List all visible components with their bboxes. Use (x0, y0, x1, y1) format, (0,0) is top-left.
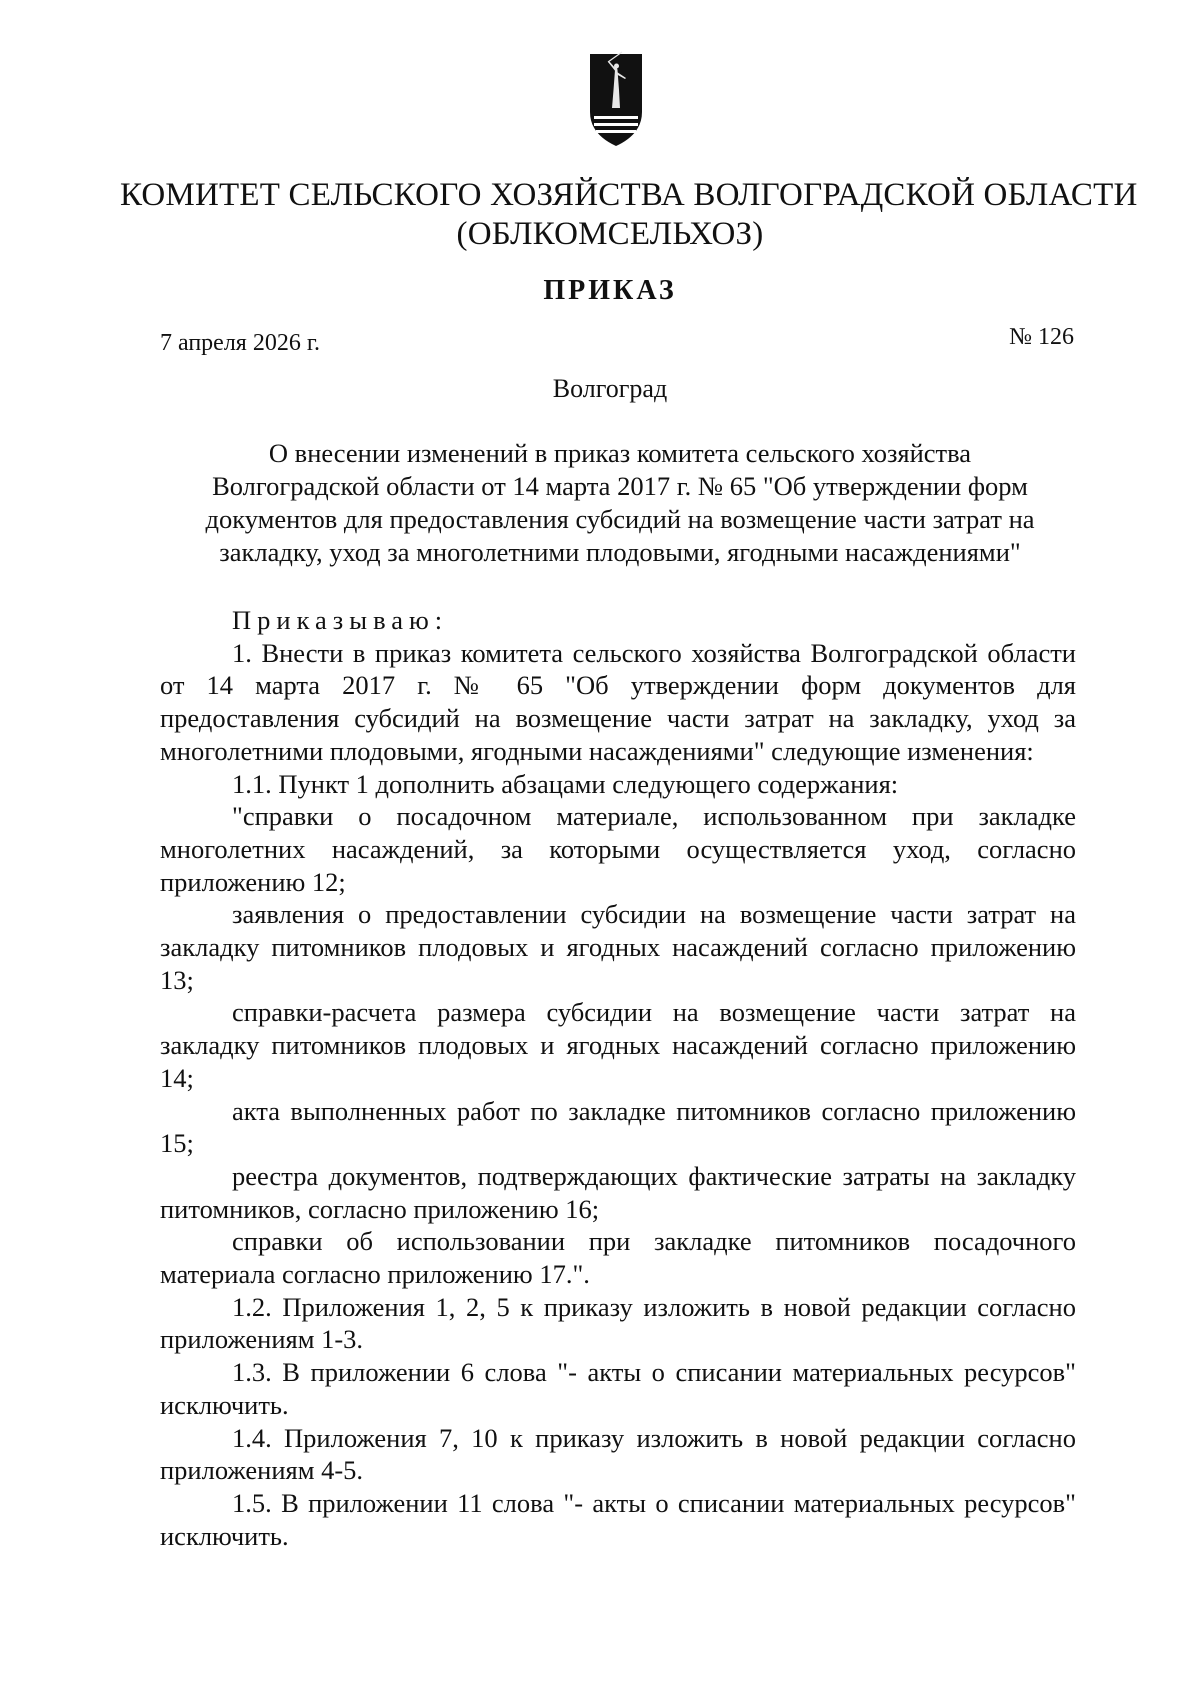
body-paragraph-1-1: 1.1. Пункт 1 дополнить абзацами следующего содержания: (232, 768, 899, 799)
order-word: Приказываю: (232, 605, 449, 635)
subject-line: документов для предоставления субсидий на возмещение части затрат на (205, 504, 1035, 534)
body-paragraph-12: "справки о посадочном материале, использованном при закладке многолетних насаждений, за которыми осуществляется уход, согласно приложению 12; (160, 801, 1076, 897)
body-paragraph-1-2: 1.2. Приложения 1, 2, 5 к приказу изложить в новой редакции согласно приложениям 1-3. (160, 1291, 1076, 1355)
subject-line: закладку, уход за многолетними плодовыми, ягодными насаждениями" (219, 537, 1021, 567)
document-city: Волгоград (552, 374, 668, 403)
body-paragraph-13: заявления о предоставлении субсидии на возмещение части затрат на закладку питомников плодовых и ягодных насаждений согласно приложению 13; (160, 899, 1076, 995)
organization-name-line1: КОМИТЕТ СЕЛЬСКОГО ХОЗЯЙСТВА ВОЛГОГРАДСКОЙ ОБЛАСТИ (120, 177, 1138, 213)
document-date: 7 апреля 2026 г. (160, 330, 320, 356)
body-paragraph-1-4: 1.4. Приложения 7, 10 к приказу изложить в новой редакции согласно приложениям 4-5. (160, 1422, 1076, 1486)
body-paragraph-16: реестра документов, подтверждающих фактические затраты на закладку питомников, согласно приложению 16; (160, 1160, 1076, 1224)
body-paragraph-14: справки-расчета размера субсидии на возмещение части затрат на закладку питомников плодовых и ягодных насаждений согласно приложению 14; (160, 997, 1076, 1093)
body-paragraph-1: 1. Внести в приказ комитета сельского хозяйства Волгоградской области от 14 марта 2017 г. № 65 "Об утверждении форм документов для предоставления субсидий на возмещение части затрат на закладку, уход за многолетними плодовыми, ягодными насаждениями" следующие изменения: (160, 637, 1076, 766)
organization-name (120, 176, 1138, 254)
organization-name-line2: (ОБЛКОМСЕЛЬХОЗ) (456, 216, 764, 252)
document-type-title: ПРИКАЗ (543, 275, 677, 306)
body-paragraph-1-5: 1.5. В приложении 11 слова "- акты о списании материальных ресурсов" исключить. (160, 1487, 1076, 1551)
document-number: № 126 (1009, 324, 1074, 350)
subject-line: О внесении изменений в приказ комитета сельского хозяйства (268, 438, 972, 468)
body-paragraph-15: акта выполненных работ по закладке питомников согласно приложению 15; (160, 1095, 1076, 1159)
body-paragraph-17: справки об использовании при закладке питомников посадочного материала согласно приложению 17.". (160, 1226, 1076, 1290)
document-subject (140, 437, 1100, 569)
volgograd-coat-of-arms-icon (586, 50, 646, 150)
document-body (160, 604, 1076, 1552)
subject-line: Волгоградской области от 14 марта 2017 г. № 65 "Об утверждении форм (212, 471, 1028, 501)
body-paragraph-1-3: 1.3. В приложении 6 слова "- акты о списании материальных ресурсов" исключить. (160, 1357, 1076, 1420)
